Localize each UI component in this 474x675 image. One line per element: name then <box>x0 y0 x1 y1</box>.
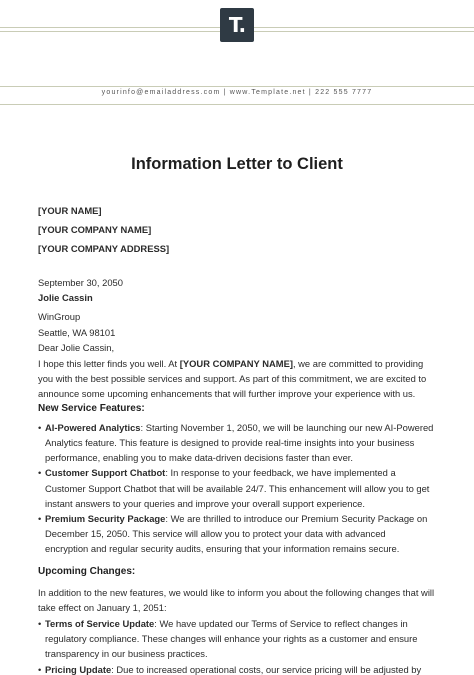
feature-label: Premium Security Package <box>45 513 166 524</box>
contact-line: yourinfo@emailaddress.com | www.Template.net | 222 555 7777 <box>101 89 373 96</box>
feature-text: : We are thrilled to introduce our Premium Security Package on <box>165 513 428 524</box>
feature-item-1-line: performance, enabling you to make data-driven decisions faster than ever. <box>45 452 353 463</box>
change-label: Pricing Update <box>45 664 112 675</box>
intro-company: [YOUR COMPANY NAME] <box>179 358 293 369</box>
new-features-heading: New Service Features: <box>38 403 145 414</box>
feature-item-1-line: Analytics feature. This feature is designed to provide real-time insights into your business <box>45 437 415 448</box>
feature-item-2-line: instant answers to your queries and improve your overall support experience. <box>45 498 365 509</box>
change-item-1-line: regulatory compliance. These changes will enhance your rights as a customer and ensure <box>45 633 418 644</box>
contact-rule-top <box>0 86 474 87</box>
feature-text: : Starting November 1, 2050, we will be launching our new AI-Powered <box>140 422 434 433</box>
company-logo: T. <box>220 8 254 42</box>
change-text: : Due to increased operational costs, our service pricing will be adjusted by <box>111 664 422 675</box>
contact-rule-bottom <box>0 104 474 105</box>
change-item-1 <box>45 618 408 629</box>
feature-item-2 <box>45 467 396 478</box>
recipient-company: WinGroup <box>38 311 81 322</box>
intro-text: I hope this letter finds you well. At <box>38 358 180 369</box>
upcoming-intro-2: take effect on January 1, 2051: <box>38 602 167 613</box>
sender-name: [YOUR NAME] <box>38 205 102 216</box>
feature-item-1 <box>45 422 433 433</box>
change-text: : We have updated our Terms of Service to reflect changes in <box>154 618 408 629</box>
upcoming-intro-1: In addition to the new features, we would like to inform you about the following changes that will <box>38 587 435 598</box>
intro-line-1 <box>38 358 423 369</box>
change-item-2 <box>45 664 421 675</box>
intro-text: , we are committed to providing <box>292 358 424 369</box>
letter-date: September 30, 2050 <box>38 277 123 288</box>
feature-item-2-line: Customer Support Chatbot that will be available 24/7. This enhancement will allow you to get <box>45 483 430 494</box>
sender-address: [YOUR COMPANY ADDRESS] <box>38 243 170 254</box>
recipient-name: Jolie Cassin <box>38 292 93 303</box>
feature-item-3 <box>45 513 427 524</box>
intro-line-2: you with the best possible services and support. As part of this commitment, we are excited to <box>38 373 427 384</box>
feature-text: : In response to your feedback, we have implemented a <box>165 467 396 478</box>
feature-label: Customer Support Chatbot <box>45 467 166 478</box>
feature-label: AI-Powered Analytics <box>45 422 141 433</box>
recipient-city: Seattle, WA 98101 <box>38 327 116 338</box>
letter-title: Information Letter to Client <box>131 155 343 173</box>
change-label: Terms of Service Update <box>45 618 155 629</box>
feature-item-3-line: encryption and regular security audits, ensuring that your information remains secure. <box>45 543 400 554</box>
feature-item-3-line: December 15, 2050. This service will allow you to protect your data with advanced <box>45 528 386 539</box>
sender-company: [YOUR COMPANY NAME] <box>38 224 152 235</box>
upcoming-heading: Upcoming Changes: <box>38 566 136 577</box>
change-item-1-line: transparency in our business practices. <box>45 648 208 659</box>
intro-line-3: announce some upcoming enhancements that will further improve your experience with us. <box>38 388 416 399</box>
salutation: Dear Jolie Cassin, <box>38 342 115 353</box>
